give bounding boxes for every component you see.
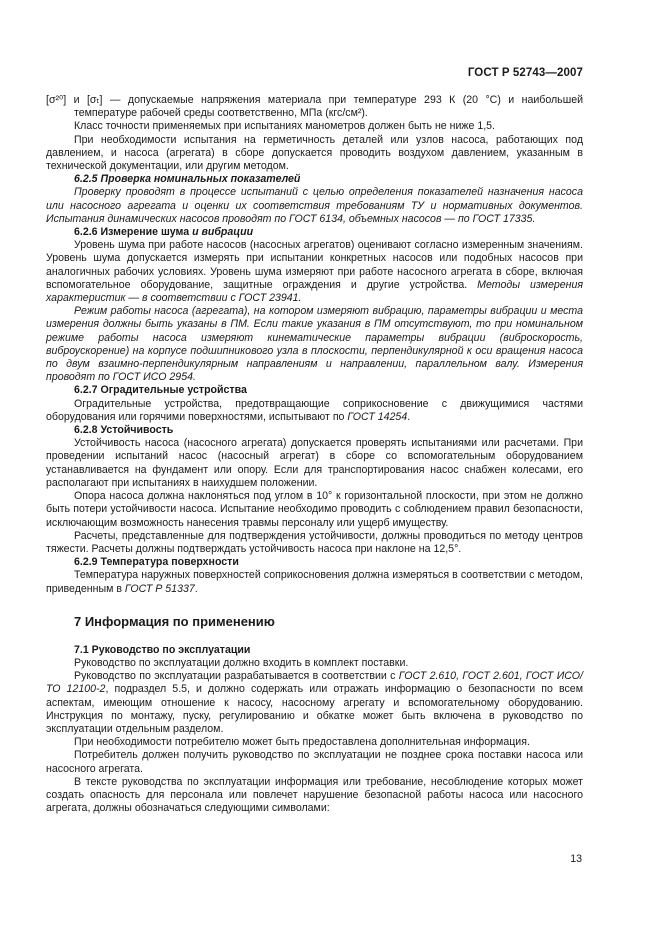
text-run-end: . <box>407 410 411 423</box>
paragraph <box>46 239 583 305</box>
reference-run: Методы измерения характеристик — в соответствии с ГОСТ 23941. <box>46 278 584 305</box>
paragraph <box>46 490 583 530</box>
text-run: Уровень шума при работе насосов (насосных агрегатов) оценивают согласно измеренным значениям. Уровень шума допускается измерять при испытании конкретных насосов или подобных насосов при аналогичных рабочих условиях. Уровень шума измеряют при работе насосного агрегата в сборе, включая вспомогательное оборудование, защитные ограждения и другие устройства. <box>46 239 583 291</box>
text-run: 6.2.7 Оградительные устройства <box>74 384 247 397</box>
paragraph <box>46 134 583 174</box>
text-run: Руководство по эксплуатации должно входить в комплект поставки. <box>74 656 409 669</box>
text-run: 7 Информация по применению <box>74 613 275 629</box>
reference-run: ГОСТ 14254 <box>344 410 408 423</box>
paragraph <box>46 749 583 775</box>
paragraph <box>46 670 583 736</box>
text-run: 7.1 Руководство по эксплуатации <box>74 643 251 656</box>
paragraph <box>46 776 583 816</box>
document-body <box>46 94 583 815</box>
paragraph <box>46 120 583 133</box>
text-run: 6.2.8 Устойчивость <box>74 424 174 437</box>
text-run: При необходимости потребителю может быть предоставлена дополнительная информация. <box>74 736 530 749</box>
text-run: Температура наружных поверхностей соприкосновения должна измеряться в соответствии с методом, приведенным в <box>46 569 583 595</box>
text-run: Режим работы насоса (агрегата), на котором измеряют вибрацию, параметры вибрации и места измерения должны быть указаны в ПМ. Если такие указания в ПМ отсутствуют, то при номинальном режиме работы насоса измеряют кинематические параметры вибрации (виброскорость, виброускорение) на корпусе подшипникового узла в плоскости, перпендикулярной к оси вращения насоса по двум взаимно-перпендикулярным направлениям и направлении, параллельном валу. Измерения проводят по ГОСТ ИСО 2954. <box>46 305 583 384</box>
text-run: Расчеты, представленные для подтверждения устойчивости, должны проводиться по методу центров тяжести. Расчеты должны подтверждать устойчивость насоса при наклоне на 12,5°. <box>46 529 583 555</box>
text-run: Устойчивость насоса (насосного агрегата) допускается проверять испытаниями или расчетами. При проведении испытаний насос (насосный агрегат) в сборе со вспомогательным оборудованием устанавливается на фундамент или опору. Если для транспортирования насос снабжен колесами, его располагают при испытаниях в наихудшем положении. <box>46 437 583 489</box>
text-run: 6.2.6 Измерение шума <box>74 226 190 239</box>
subsection-heading <box>46 556 583 569</box>
paragraph <box>46 657 583 670</box>
text-run: Потребитель должен получить руководство по эксплуатации не позднее срока поставки насоса или насосного агрегата. <box>46 749 583 775</box>
paragraph <box>46 569 583 595</box>
paragraph <box>46 94 583 120</box>
subsection-heading <box>46 424 583 437</box>
reference-run: ГОСТ 2.610, ГОСТ 2.601, ГОСТ ИСО/ТО 12100-2 <box>46 670 583 696</box>
text-run: Проверку проводят в процессе испытаний с целью определения показателей назначения насоса или насосного агрегата и оценки их соответствия требованиям ТУ и нормативных документов. Испытания динамических насосов проводят по ГОСТ 6134, объемных насосов — по ГОСТ 17335. <box>46 186 583 225</box>
page-number: 13 <box>570 853 582 865</box>
text-run: 6.2.5 Проверка номинальных показателей <box>74 173 301 186</box>
text-run: Опора насоса должна наклоняться под углом в 10° к горизонтальной плоскости, при этом не должно быть потери устойчивости насоса. Испытание необходимо проводить с соблюдением правил безопасности, исключающим возможность нанесения травмы персоналу или ущерб имуществу. <box>46 490 583 529</box>
text-run: Руководство по эксплуатации разрабатывается в соответствии с <box>74 670 396 683</box>
paragraph <box>46 398 583 424</box>
text-run: 6.2.9 Температура поверхности <box>74 556 239 569</box>
reference-run: и вибрации <box>189 226 254 239</box>
section-heading <box>46 614 583 630</box>
paragraph <box>46 186 583 226</box>
subsection-heading <box>46 384 583 397</box>
paragraph <box>46 530 583 556</box>
subsection-heading <box>46 644 583 657</box>
paragraph <box>46 736 583 749</box>
subsection-heading <box>46 173 583 186</box>
subsection-heading <box>46 226 583 239</box>
text-run-end: . <box>194 582 198 595</box>
reference-run: ГОСТ Р 51337 <box>121 582 195 595</box>
text-run: Оградительные устройства, предотвращающие соприкосновение с движущимися частями оборудования или горячими поверхностями, испытывают по <box>46 397 583 423</box>
standard-header: ГОСТ Р 52743—2007 <box>467 67 583 79</box>
paragraph <box>46 437 583 490</box>
text-run: [σ²⁰] и [σₜ] — допускаемые напряжения материала при температуре 293 К (20 °С) и наибольшей температуре рабочей среды соответственно, МПа (кгс/см²). <box>46 94 583 120</box>
text-run: Класс точности применяемых при испытаниях манометров должен быть не ниже 1,5. <box>74 120 495 133</box>
text-run: При необходимости испытания на герметичность деталей или узлов насоса, работающих под давлением, и насоса (агрегата) в сборе допускается проводить воздухом давлением, указанным в технической документации, или другим методом. <box>46 133 583 173</box>
text-run-end: , подраздел 5.5, и должно содержать или отражать информацию о безопасности по всем аспектам, имеющим отношение к насосу, насосному агрегату и вспомогательному оборудованию. Инструкция по монтажу, пуску, регулированию и обкатке может быть включена в руководство по эксплуатации отдельным разделом. <box>46 683 583 735</box>
text-run: В тексте руководства по эксплуатации информация или требование, несоблюдение которых может создать опасность для персонала или повлечет нарушение безопасной работы насоса или насосного агрегата, должны обозначаться следующими символами: <box>46 775 583 815</box>
paragraph <box>46 305 583 384</box>
